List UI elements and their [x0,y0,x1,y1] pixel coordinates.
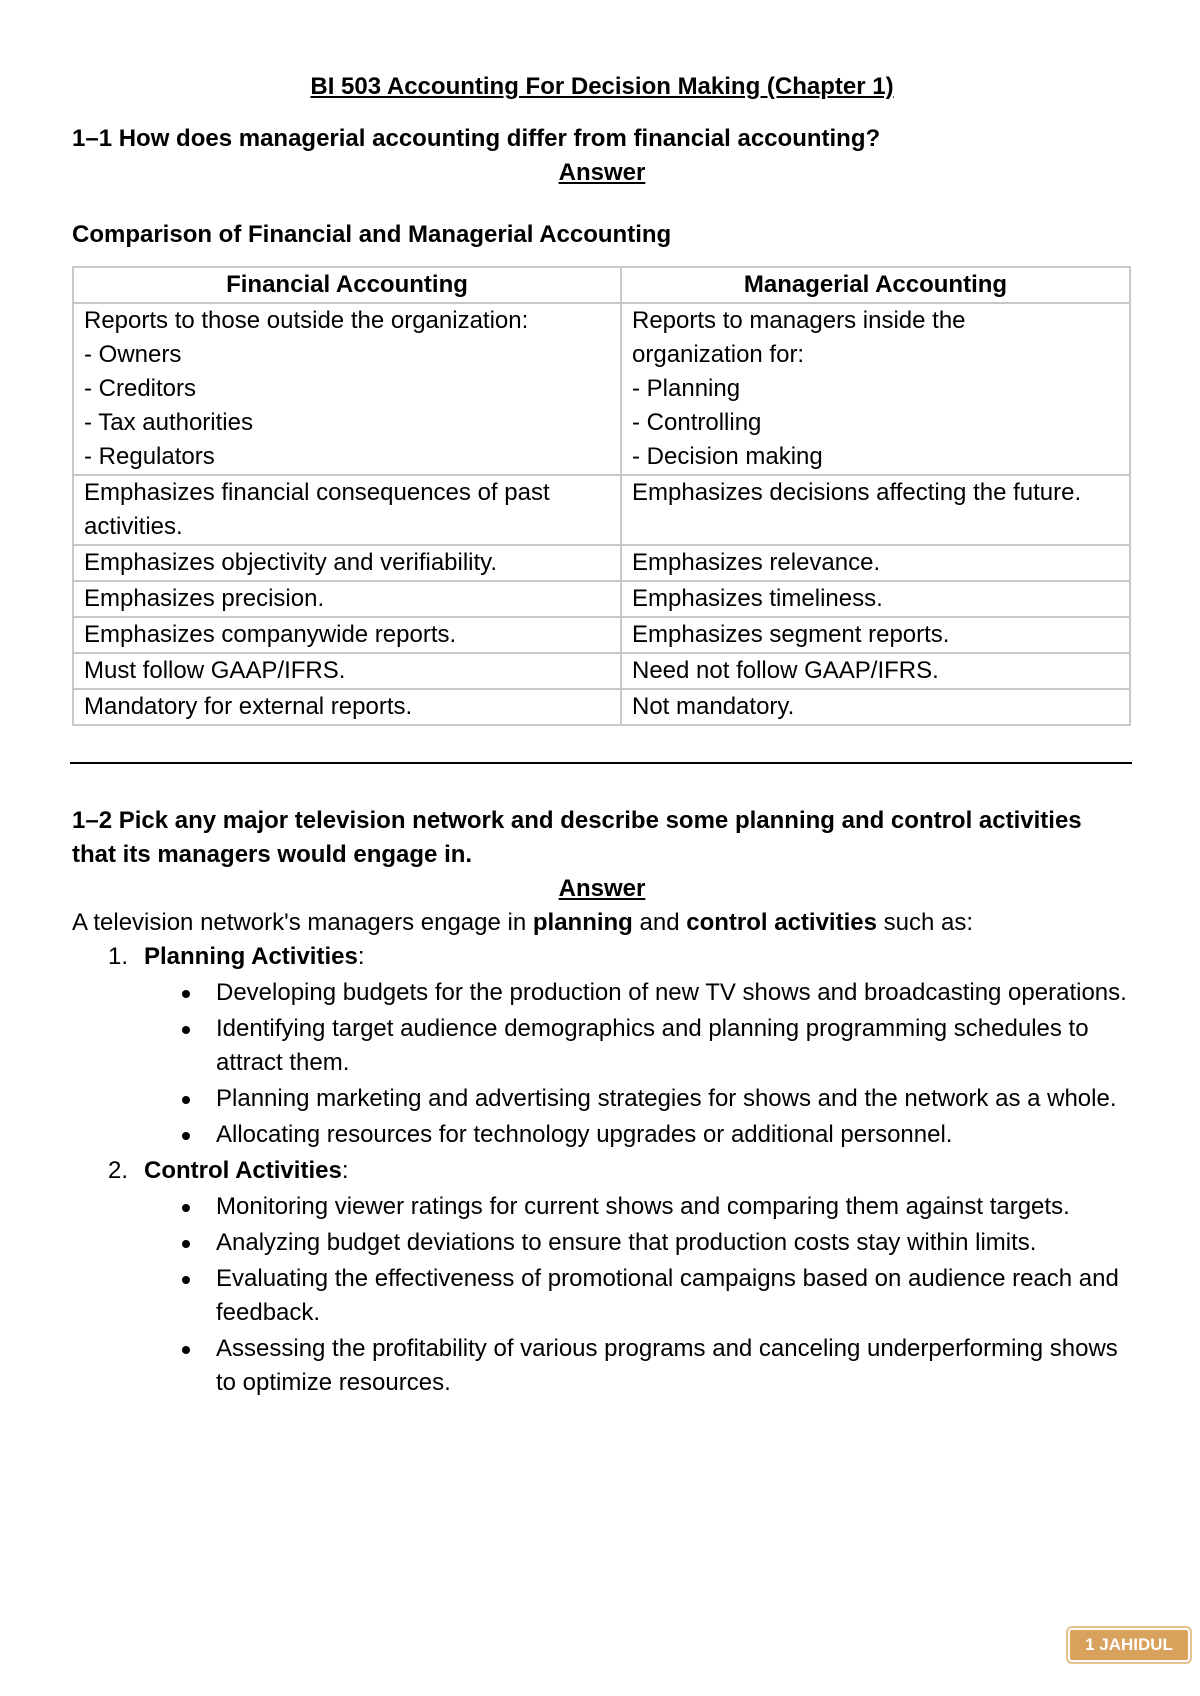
cell-line: - Planning [632,375,741,402]
intro-post: such as: [876,909,974,936]
section-divider [70,762,1132,764]
intro-bold-control: control activities [686,909,877,936]
activity-label: Control Activities [144,1157,342,1184]
cell-line: Reports to managers inside the [632,307,966,334]
cell-line: Emphasizes segment reports. [632,621,950,648]
activity-item [108,940,1132,1152]
header-financial: Financial Accounting [73,267,621,303]
cell-line: Must follow GAAP/IFRS. [84,657,346,684]
table-cell-managerial [621,581,1130,617]
cell-line: Emphasizes financial consequences of past [84,479,550,506]
table-cell-managerial [621,303,1130,475]
cell-line: Not mandatory. [632,693,795,720]
activity-item [108,1154,1132,1400]
comparison-table-body [73,303,1130,725]
header-managerial: Managerial Accounting [621,267,1130,303]
cell-line: Emphasizes precision. [84,585,325,612]
activities-list [72,940,1132,1400]
table-cell-financial [73,653,621,689]
list-item: Planning marketing and advertising strategies for shows and the network as a whole. [216,1082,1132,1116]
activity-label-suffix: : [357,943,365,970]
table-cell-managerial [621,545,1130,581]
intro-bold-planning: planning [532,909,633,936]
table-row [73,475,1130,545]
table-row [73,545,1130,581]
cell-line: - Owners [84,341,182,368]
cell-line: Emphasizes relevance. [632,549,881,576]
table-cell-financial [73,545,621,581]
table-cell-financial [73,475,621,545]
list-item: Allocating resources for technology upgrades or additional personnel. [216,1118,1132,1152]
document-title: BI 503 Accounting For Decision Making (Chapter 1) [310,73,894,100]
table-cell-financial [73,617,621,653]
cell-line: Emphasizes timeliness. [632,585,883,612]
answer-label-1: Answer [558,159,646,186]
table-row [73,303,1130,475]
cell-line: - Creditors [84,375,197,402]
cell-line: Mandatory for external reports. [84,693,413,720]
comparison-heading: Comparison of Financial and Managerial Accounting [72,221,672,248]
cell-line: Emphasizes decisions affecting the future. [632,479,1082,506]
list-item: Evaluating the effectiveness of promotional campaigns based on audience reach and feedback. [216,1262,1132,1330]
intro-pre: A television network's managers engage in [72,909,533,936]
question-1: 1–1 How does managerial accounting differ from financial accounting? [72,125,881,152]
cell-line: activities. [84,513,183,540]
answer-label-2: Answer [558,875,646,902]
comparison-table [72,266,1131,726]
table-cell-financial [73,581,621,617]
table-cell-managerial [621,653,1130,689]
list-item: Developing budgets for the production of new TV shows and broadcasting operations. [216,976,1132,1010]
cell-line: Reports to those outside the organization: [84,307,529,334]
table-row [73,689,1130,725]
cell-line: Emphasizes companywide reports. [84,621,457,648]
table-cell-managerial [621,475,1130,545]
table-row [73,653,1130,689]
table-cell-financial [73,303,621,475]
activity-bullets [144,1190,1132,1400]
page-footer-badge: 1 JAHIDUL [1066,1626,1192,1664]
table-header-row [73,267,1130,303]
cell-line: - Decision making [632,443,823,470]
cell-line: - Regulators [84,443,215,470]
activity-number: 1. [108,943,129,970]
table-cell-managerial [621,617,1130,653]
cell-line: - Tax authorities [84,409,253,436]
activity-label: Planning Activities [144,943,358,970]
activity-number: 2. [108,1157,129,1184]
question-2-line-2: that its managers would engage in. [72,841,473,868]
list-item: Assessing the profitability of various programs and canceling underperforming shows to optimize resources. [216,1332,1132,1400]
cell-line: Need not follow GAAP/IFRS. [632,657,939,684]
document-page [72,70,1132,1402]
list-item: Monitoring viewer ratings for current shows and comparing them against targets. [216,1190,1132,1224]
table-cell-managerial [621,689,1130,725]
list-item: Identifying target audience demographics and planning programming schedules to attract them. [216,1012,1132,1080]
cell-line: Emphasizes objectivity and verifiability. [84,549,498,576]
table-cell-financial [73,689,621,725]
cell-line: organization for: [632,341,805,368]
table-row [73,581,1130,617]
activity-bullets [144,976,1132,1152]
question-2-line-1: 1–2 Pick any major television network and describe some planning and control activities [72,807,1082,834]
answer-intro [72,906,1132,940]
cell-line: - Controlling [632,409,762,436]
activity-label-suffix: : [341,1157,349,1184]
list-item: Analyzing budget deviations to ensure that production costs stay within limits. [216,1226,1132,1260]
intro-mid: and [632,909,687,936]
table-row [73,617,1130,653]
